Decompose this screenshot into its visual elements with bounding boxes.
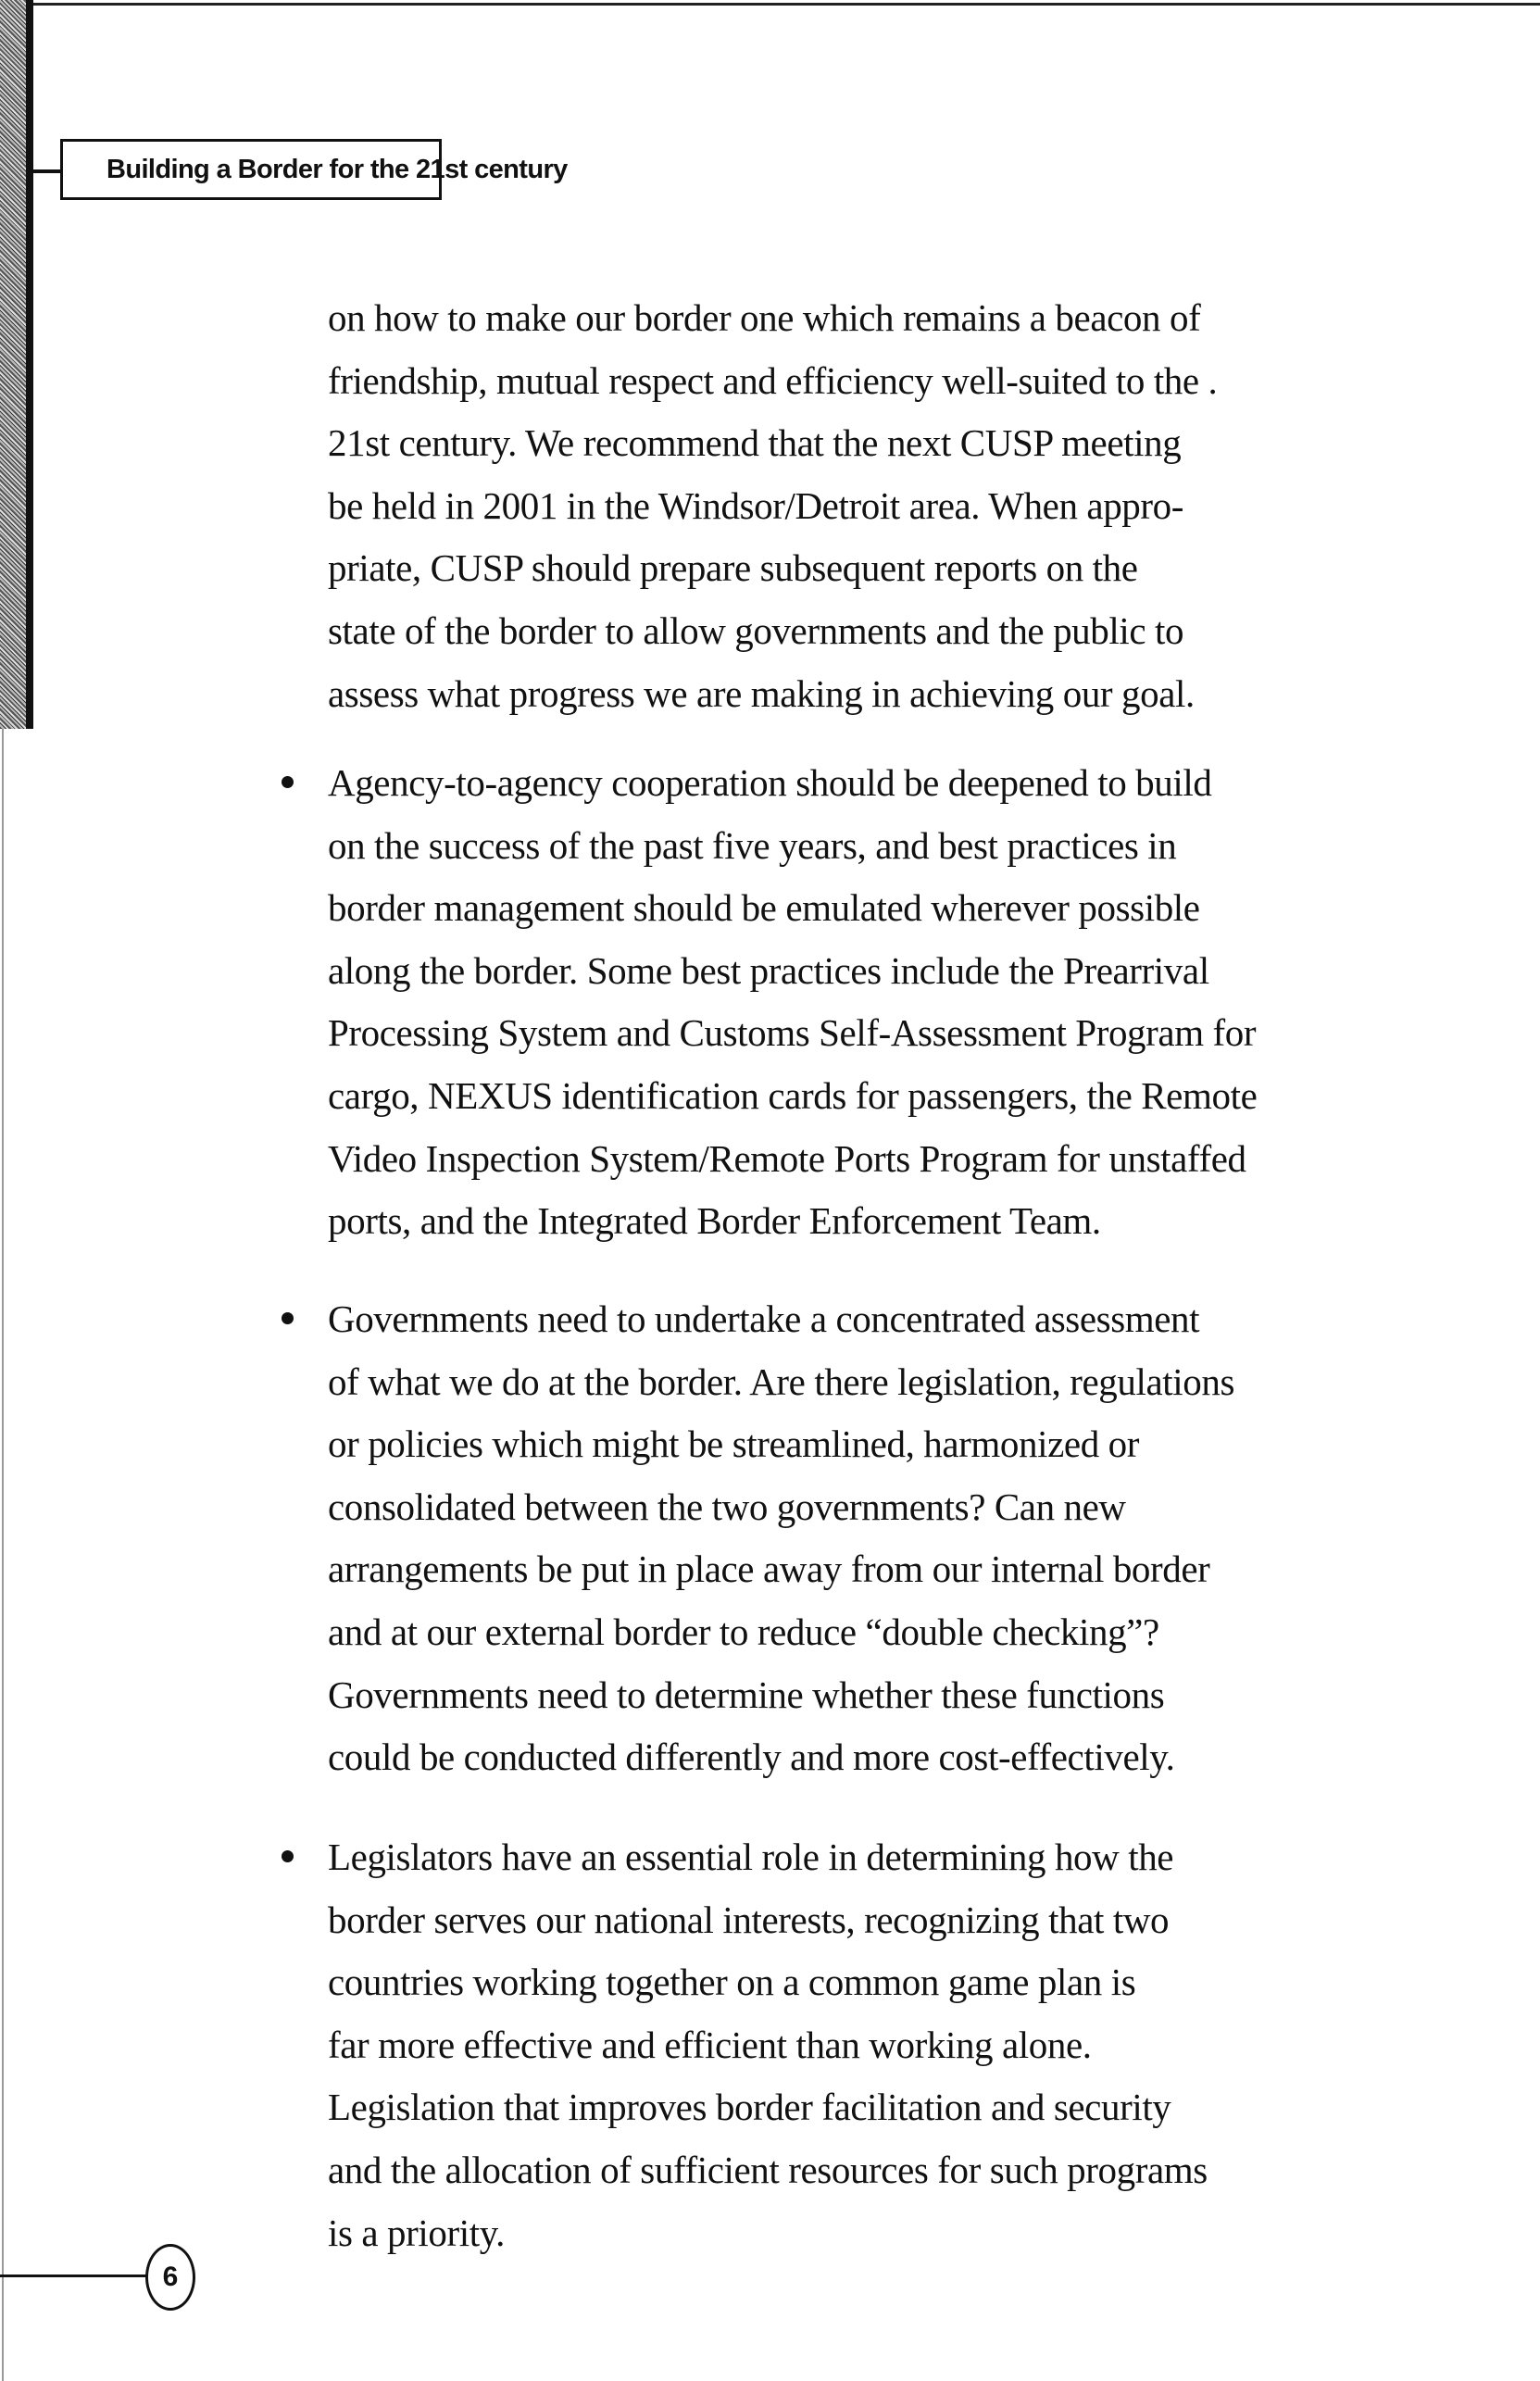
footer-rule	[0, 2274, 146, 2277]
text-line: ports, and the Integrated Border Enforcement Team.	[328, 1199, 1101, 1243]
text-line: friendship, mutual respect and efficiency well-suited to the .	[328, 358, 1218, 402]
text-line: and the allocation of sufficient resources for such programs	[328, 2148, 1208, 2191]
text-line: border serves our national interests, recognizing that two	[328, 1898, 1170, 1941]
bullet-paragraph	[328, 752, 1257, 1253]
page-number: 6	[145, 2244, 195, 2311]
page-edge-line	[2, 729, 4, 2381]
text-line: Video Inspection System/Remote Ports Program for unstaffed	[328, 1136, 1246, 1180]
text-line: far more effective and efficient than working alone.	[328, 2023, 1092, 2066]
text-line: countries working together on a common game plan is	[328, 1961, 1136, 2004]
text-line: priate, CUSP should prepare subsequent reports on the	[328, 546, 1138, 590]
top-rule	[33, 3, 1540, 6]
text-line: Legislation that improves border facilitation and security	[328, 2086, 1171, 2129]
text-line: Governments need to determine whether these functions	[328, 1673, 1165, 1716]
text-line: could be conducted differently and more cost-effectively.	[328, 1736, 1175, 1779]
bullet-icon	[282, 1312, 294, 1324]
header-connector	[33, 169, 61, 173]
bullet-icon	[282, 776, 294, 788]
bullet-paragraph	[328, 1288, 1234, 1789]
text-line: be held in 2001 in the Windsor/Detroit area. When appro-	[328, 483, 1184, 527]
text-line: on the success of the past five years, and best practices in	[328, 823, 1177, 867]
text-line: arrangements be put in place away from our internal border	[328, 1548, 1210, 1591]
text-line: Legislators have an essential role in determining how the	[328, 1836, 1174, 1878]
paragraph	[328, 287, 1217, 725]
text-line: Governments need to undertake a concentrated assessment	[328, 1297, 1200, 1340]
text-line: assess what progress we are making in achieving our goal.	[328, 671, 1195, 715]
bullet-icon	[282, 1850, 294, 1862]
bullet-paragraph	[328, 1826, 1208, 2264]
text-line: along the border. Some best practices include the Prearrival	[328, 948, 1209, 992]
text-line: is a priority.	[328, 2211, 506, 2254]
text-line: state of the border to allow governments and the public to	[328, 608, 1184, 652]
text-line: of what we do at the border. Are there legislation, regulations	[328, 1360, 1235, 1403]
text-line: and at our external border to reduce “double checking”?	[328, 1610, 1159, 1653]
text-line: Agency-to-agency cooperation should be deepened to build	[328, 761, 1212, 804]
text-line: Processing System and Customs Self-Assessment Program for	[328, 1011, 1257, 1055]
scan-edge-strip	[0, 0, 33, 729]
text-line: border management should be emulated wherever possible	[328, 886, 1200, 930]
text-line: on how to make our border one which remains a beacon of	[328, 296, 1201, 339]
text-line: 21st century. We recommend that the next CUSP meeting	[328, 421, 1182, 465]
text-line: consolidated between the two governments? Can new	[328, 1485, 1126, 1528]
running-header: Building a Border for the 21st century	[60, 139, 442, 200]
text-line: cargo, NEXUS identification cards for passengers, the Remote	[328, 1073, 1258, 1117]
text-line: or policies which might be streamlined, harmonized or	[328, 1422, 1139, 1466]
